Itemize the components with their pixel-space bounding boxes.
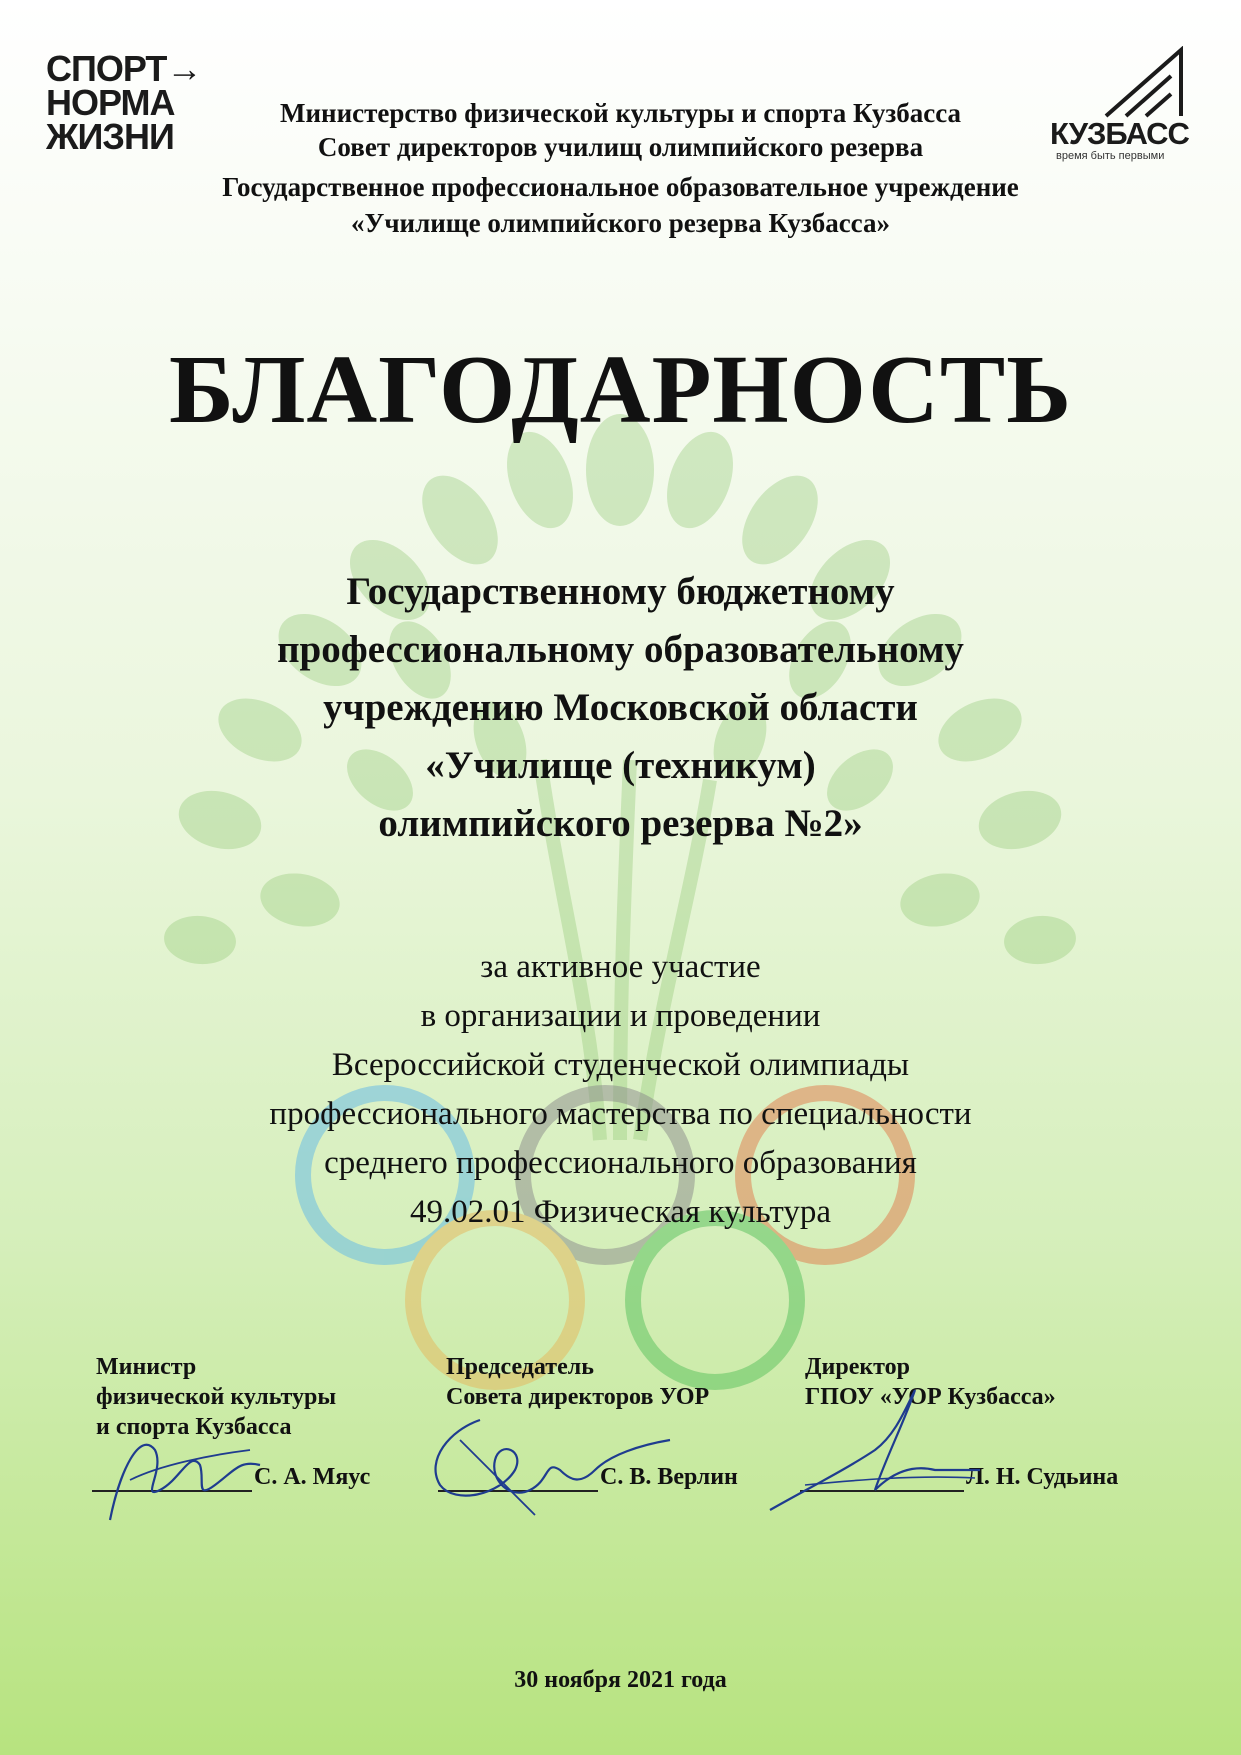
recipient-line: «Училище (техникум) bbox=[425, 744, 816, 787]
recipient-line: Государственному бюджетному bbox=[346, 570, 895, 613]
signatory-title-line: и спорта Кузбасса bbox=[96, 1414, 292, 1440]
reason-line: в организации и проведении bbox=[420, 998, 821, 1034]
signatory-title-line: физической культуры bbox=[96, 1384, 337, 1410]
reason-block bbox=[0, 943, 1241, 1237]
recipient-line: олимпийского резерва №2» bbox=[378, 802, 863, 845]
header-line: Министерство физической культуры и спорта Кузбасса bbox=[279, 98, 962, 128]
signatory-minister-name: С. А. Мяус bbox=[254, 1464, 371, 1490]
signatory-title-line: Директор bbox=[805, 1354, 910, 1380]
signatory-title-line: Министр bbox=[96, 1354, 197, 1380]
signatory-title-line: Совета директоров УОР bbox=[446, 1384, 710, 1410]
header-line: Совет директоров училищ олимпийского резерва bbox=[317, 132, 924, 162]
logo-line: НОРМА bbox=[46, 82, 175, 123]
recipient-block bbox=[0, 563, 1241, 853]
reason-line: среднего профессионального образования bbox=[324, 1145, 917, 1181]
logo-line: СПОРТ→ bbox=[46, 48, 202, 89]
logo-slogan: время быть первыми bbox=[1056, 150, 1165, 162]
logo-brand-text: КУЗБАСС bbox=[1050, 116, 1189, 151]
chairman-signature bbox=[420, 1400, 680, 1520]
header-line: «Училище олимпийского резерва Кузбасса» bbox=[351, 208, 890, 238]
signatory-title-line: Председатель bbox=[446, 1354, 594, 1380]
director-signature bbox=[765, 1370, 995, 1520]
certificate-title: БЛАГОДАРНОСТЬ bbox=[168, 336, 1073, 444]
signatory-chairman-name: С. В. Верлин bbox=[600, 1464, 738, 1490]
recipient-line: учреждению Московской области bbox=[323, 686, 918, 729]
header-line: Государственное профессиональное образовательное учреждение bbox=[222, 172, 1019, 202]
minister-signature bbox=[100, 1410, 270, 1530]
signatory-title-line: ГПОУ «УОР Кузбасса» bbox=[805, 1384, 1056, 1410]
signatory-director-name: Л. Н. Судьина bbox=[966, 1464, 1119, 1490]
reason-line: профессионального мастерства по специальности bbox=[269, 1096, 972, 1132]
issue-date: 30 ноября 2021 года bbox=[514, 1667, 727, 1693]
reason-line: Всероссийской студенческой олимпиады bbox=[331, 1047, 910, 1083]
logo-line: ЖИЗНИ bbox=[46, 116, 174, 157]
reason-line: за активное участие bbox=[480, 949, 761, 985]
reason-line: 49.02.01 Физическая культура bbox=[409, 1194, 831, 1230]
recipient-line: профессиональному образовательному bbox=[277, 628, 964, 671]
